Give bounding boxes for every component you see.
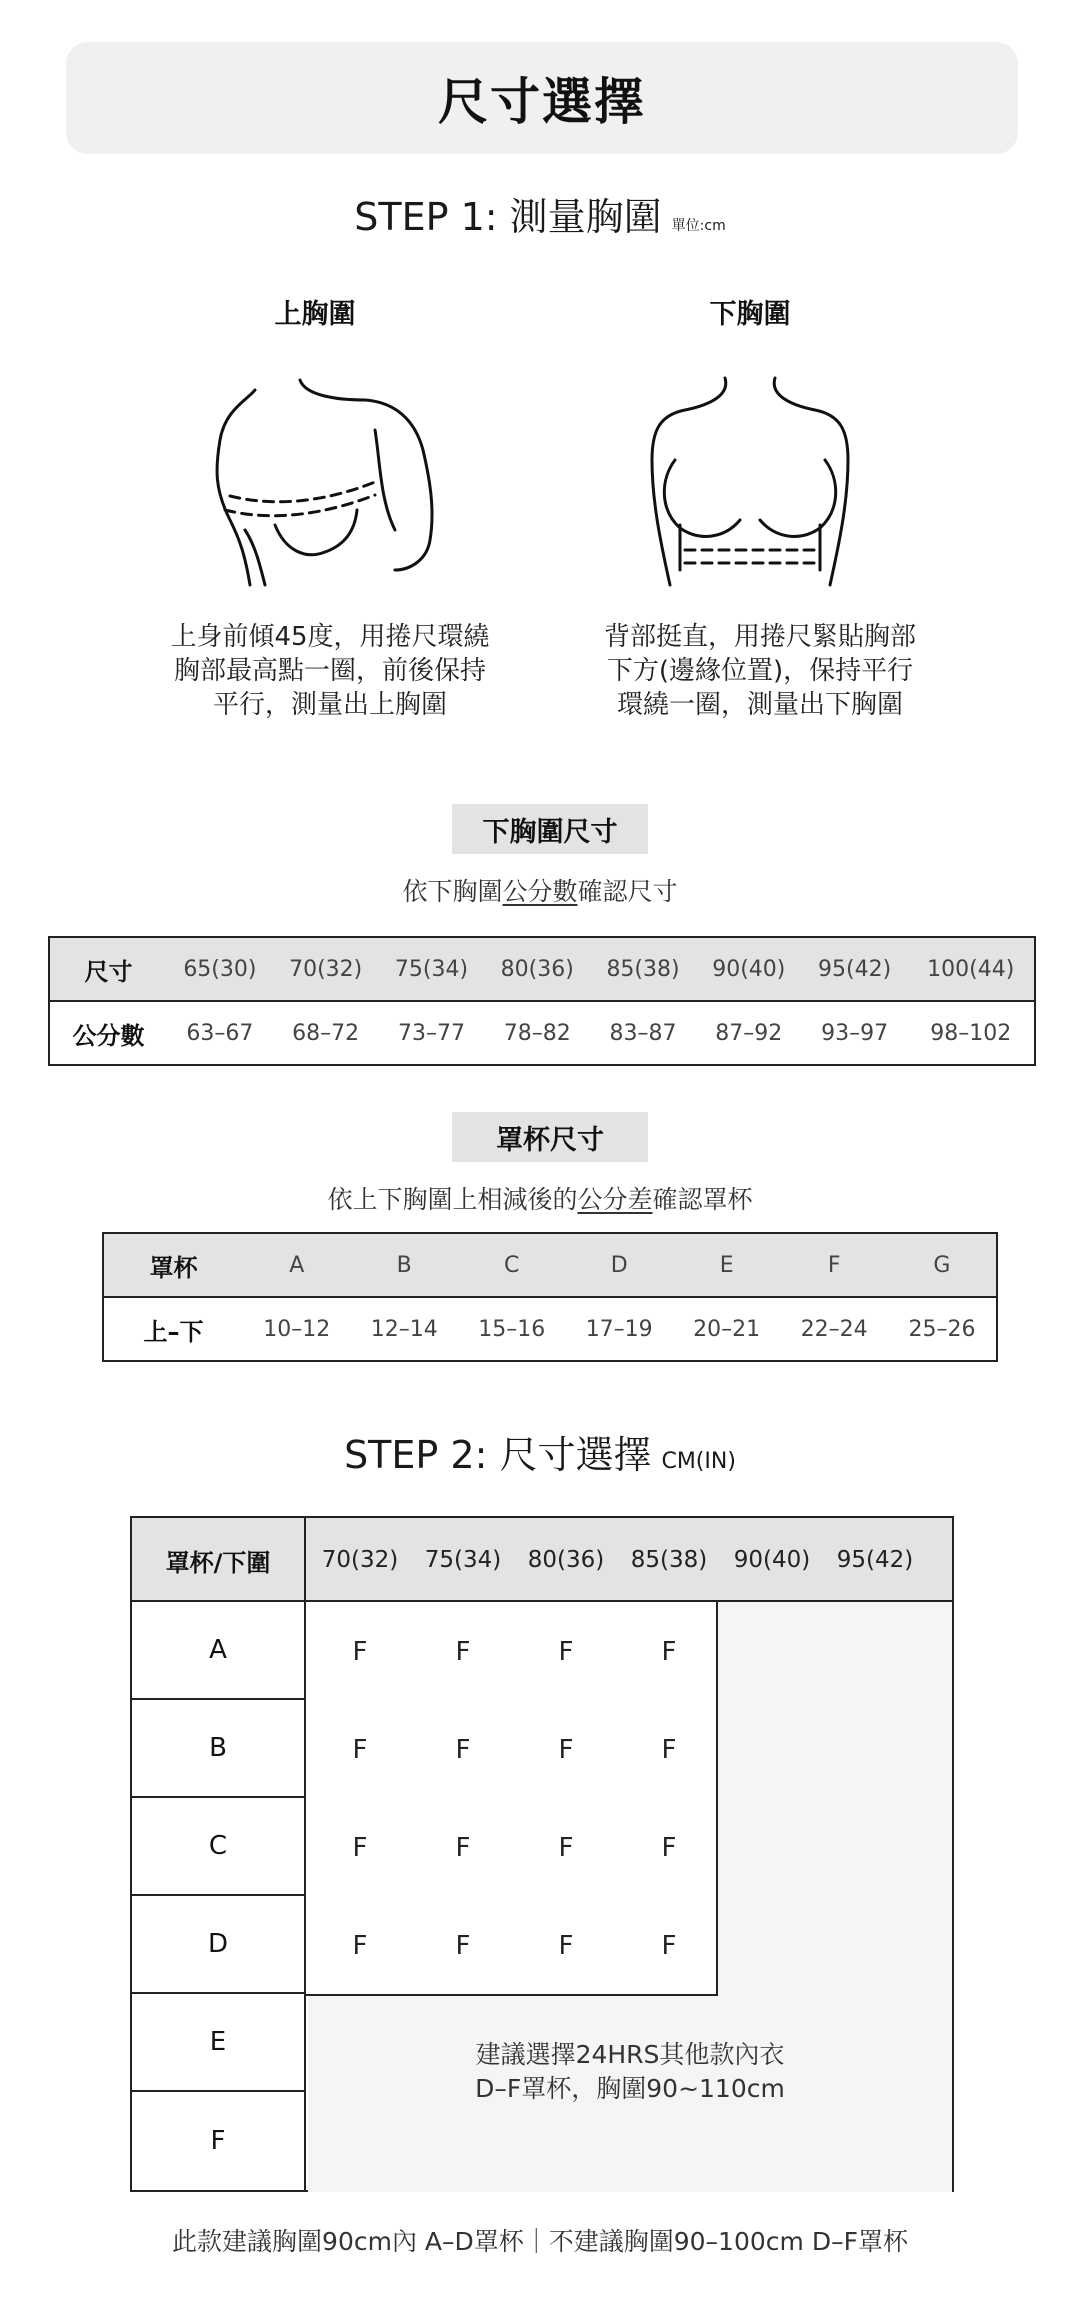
lower-bust-illustration (640, 370, 860, 600)
size-cell-a-85: F (661, 1637, 677, 1667)
size-col-header: 80(36) (527, 1547, 605, 1573)
band-size-cell: 70(32) (273, 937, 379, 1001)
cup-row-label: 上–下 (143, 1317, 204, 1346)
band-cm-cell: 63–67 (186, 1020, 254, 1046)
size-col-header: 85(38) (630, 1547, 708, 1573)
footer-note: 此款建議胸圍90cm內 A–D罩杯｜不建議胸圍90–100cm D–F罩杯 (172, 2227, 908, 2256)
band-size-table (48, 936, 1036, 1066)
step2-heading (0, 1424, 1080, 1479)
cup-letter-cell: G (888, 1233, 997, 1297)
cup-row-label: E (132, 1994, 304, 2092)
cup-diff-cell: 17–19 (585, 1316, 653, 1342)
band-cm-cell: 87–92 (715, 1020, 783, 1046)
size-col-header: 75(34) (424, 1547, 502, 1573)
suggestion-text: 建議選擇24HRS其他款內衣 D–F罩杯，胸圍90~110cm (475, 2040, 785, 2103)
cup-size-note: 依上下胸圍上相減後的公分差確認罩杯 (327, 1185, 753, 1214)
size-cell-c-70: F (352, 1833, 368, 1863)
size-cell-b-85: F (661, 1735, 677, 1765)
band-size-badge: 下胸圍尺寸 (452, 804, 648, 854)
cup-table-diff-row (103, 1297, 997, 1361)
band-table-header-row (49, 937, 1035, 1001)
cup-letter-cell: A (243, 1233, 350, 1297)
band-cm-cell: 83–87 (609, 1020, 677, 1046)
step2-title: STEP 2: 尺寸選擇 (344, 1433, 652, 1477)
cup-diff-cell: 20–21 (693, 1316, 761, 1342)
step1-title: STEP 1: 測量胸圍 (354, 195, 662, 239)
cup-row-label: A (132, 1602, 304, 1700)
step1-unit: 單位:cm (671, 218, 726, 234)
band-size-cell: 65(30) (167, 937, 273, 1001)
size-cell-b-80: F (558, 1735, 574, 1765)
cup-size-badge: 罩杯尺寸 (452, 1112, 648, 1162)
page-title: 尺寸選擇 (438, 73, 646, 131)
cup-diff-cell: 22–24 (800, 1316, 868, 1342)
size-cell-c-85: F (661, 1833, 677, 1863)
band-header-label: 尺寸 (49, 937, 167, 1001)
cup-diff-cell: 15–16 (478, 1316, 546, 1342)
size-col-header: 90(40) (733, 1547, 811, 1573)
cup-row-labels (132, 1602, 306, 2192)
band-size-cell: 75(34) (379, 937, 485, 1001)
cup-letter-cell: E (673, 1233, 780, 1297)
cup-diff-cell: 10–12 (263, 1316, 331, 1342)
size-cell-d-85: F (661, 1931, 677, 1961)
size-cell-b-75: F (455, 1735, 471, 1765)
size-cell-a-70: F (352, 1637, 368, 1667)
cup-size-table (102, 1232, 998, 1362)
cup-letter-cell: C (458, 1233, 565, 1297)
step1-heading (0, 186, 1080, 241)
cup-letter-cell: D (565, 1233, 672, 1297)
cup-letter-cell: F (780, 1233, 887, 1297)
lower-bust-label: 下胸圍 (709, 299, 791, 330)
step2-unit: CM(IN) (661, 1449, 736, 1474)
lower-bust-description: 背部挺直，用捲尺緊貼胸部 下方(邊緣位置)，保持平行 環繞一圈，測量出下胸圍 (603, 622, 916, 720)
band-cm-cell: 78–82 (503, 1020, 571, 1046)
cup-table-header-row (103, 1233, 997, 1297)
size-cell-d-75: F (455, 1931, 471, 1961)
band-size-cell: 85(38) (590, 937, 696, 1001)
cup-letter-cell: B (350, 1233, 457, 1297)
size-cell-c-80: F (558, 1833, 574, 1863)
band-cm-cell: 93–97 (821, 1020, 889, 1046)
upper-bust-description: 上身前傾45度，用捲尺環繞 胸部最高點一圈，前後保持 平行，測量出上胸圍 (170, 622, 490, 720)
cup-diff-cell: 12–14 (370, 1316, 438, 1342)
band-row-label: 公分數 (72, 1021, 145, 1050)
cup-row-label: D (132, 1896, 304, 1994)
size-cell-b-70: F (352, 1735, 368, 1765)
band-size-cell: 80(36) (484, 937, 590, 1001)
band-table-cm-row (49, 1001, 1035, 1065)
size-col-header: 95(42) (836, 1547, 914, 1573)
size-cell-d-70: F (352, 1931, 368, 1961)
upper-bust-illustration (205, 370, 455, 600)
cup-row-label: F (210, 2126, 226, 2156)
band-cm-cell: 73–77 (397, 1020, 465, 1046)
cup-header-label: 罩杯 (103, 1233, 243, 1297)
cup-row-label: C (132, 1798, 304, 1896)
size-col-header: 70(32) (321, 1547, 399, 1573)
band-size-cell: 90(40) (696, 937, 802, 1001)
size-cell-d-80: F (558, 1931, 574, 1961)
size-cell-c-75: F (455, 1833, 471, 1863)
cup-diff-cell: 25–26 (908, 1316, 976, 1342)
upper-bust-label: 上胸圍 (274, 299, 356, 330)
size-cell-a-75: F (455, 1637, 471, 1667)
size-selection-table (130, 1516, 954, 2192)
size-cell-a-80: F (558, 1637, 574, 1667)
cup-row-label: B (132, 1700, 304, 1798)
band-cm-cell: 68–72 (292, 1020, 360, 1046)
band-cm-cell: 98–102 (930, 1020, 1012, 1046)
page-title-box (66, 42, 1018, 154)
band-size-cell: 95(42) (802, 937, 908, 1001)
band-size-cell: 100(44) (907, 937, 1035, 1001)
band-size-note: 依下胸圍公分數確認尺寸 (402, 877, 678, 906)
size-table-corner-label: 罩杯/下圍 (132, 1518, 306, 1602)
